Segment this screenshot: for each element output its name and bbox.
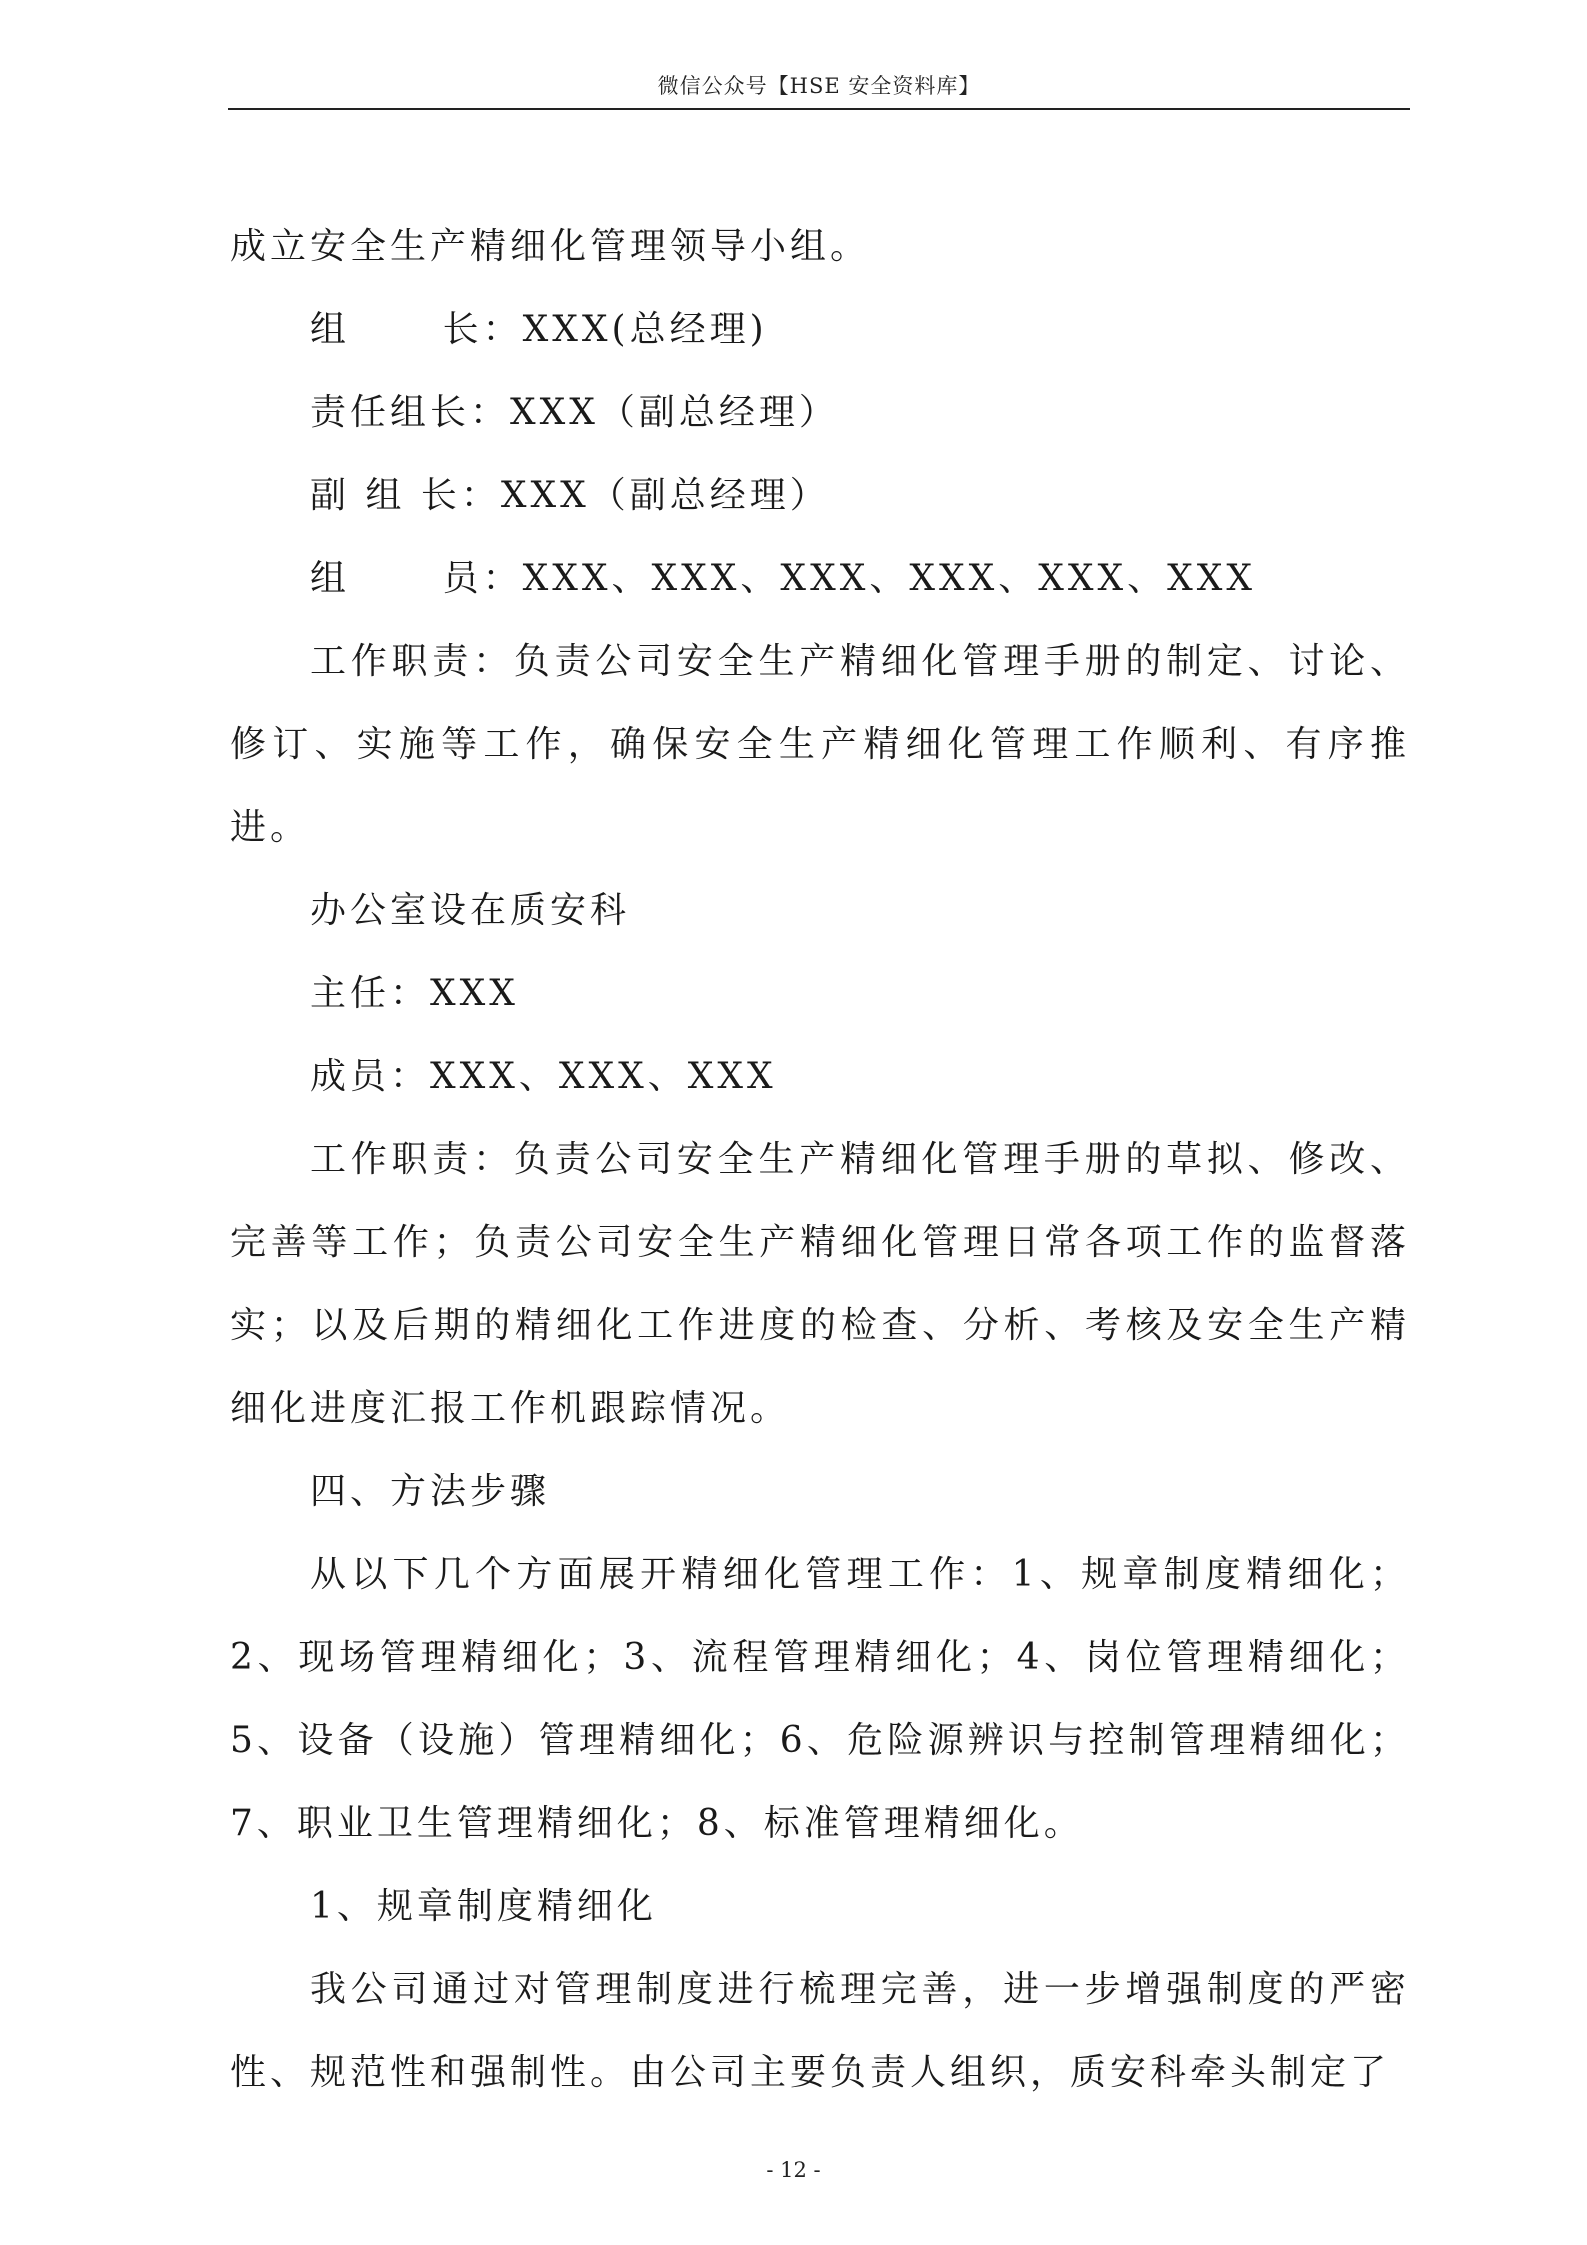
paragraph-deputy-leader: 副 组 长：XXX（副总经理） xyxy=(310,475,830,516)
paragraph-group-establish: 成立安全生产精细化管理领导小组。 xyxy=(230,226,871,267)
subsection-heading-regulations: 1、规章制度精细化 xyxy=(310,1886,657,1927)
paragraph-office-duties: 工作职责：负责公司安全生产精细化管理手册的草拟、修改、完善等工作；负责公司安全生产精细化管理日常各项工作的监督落实；以及后期的精细化工作进度的检查、分析、考核及安全生产精细化进度汇报工作机跟踪情况。 xyxy=(230,1139,1410,1429)
paragraph-group-members: 组 员：XXX、XXX、XXX、XXX、XXX、XXX xyxy=(310,558,1256,599)
paragraph-office-director: 主任：XXX xyxy=(310,973,519,1014)
paragraph-group-duties: 工作职责：负责公司安全生产精细化管理手册的制定、讨论、修订、实施等工作，确保安全生产精细化管理工作顺利、有序推进。 xyxy=(230,641,1410,848)
paragraph-responsible-leader: 责任组长：XXX（副总经理） xyxy=(310,392,839,433)
paragraph-regulations-detail: 我公司通过对管理制度进行梳理完善，进一步增强制度的严密性、规范性和强制性。由公司主要负责人组织，质安科牵头制定了 xyxy=(230,1969,1410,2093)
page-header: 微信公众号【HSE 安全资料库】 xyxy=(657,74,981,98)
section-heading-methods: 四、方法步骤 xyxy=(310,1471,551,1512)
header-divider xyxy=(228,108,1410,110)
paragraph-office-members: 成员：XXX、XXX、XXX xyxy=(310,1056,777,1097)
paragraph-methods-overview: 从以下几个方面展开精细化管理工作：1、规章制度精细化；2、现场管理精细化；3、流程管理精细化；4、岗位管理精细化；5、设备（设施）管理精细化；6、危险源辨识与控制管理精细化；7、职业卫生管理精细化；8、标准管理精细化。 xyxy=(230,1554,1410,1844)
document-body xyxy=(230,205,1410,2114)
paragraph-group-leader: 组 长：XXX(总经理) xyxy=(310,309,768,350)
page-number: - 12 - xyxy=(766,2158,821,2182)
paragraph-office-location: 办公室设在质安科 xyxy=(310,890,631,931)
